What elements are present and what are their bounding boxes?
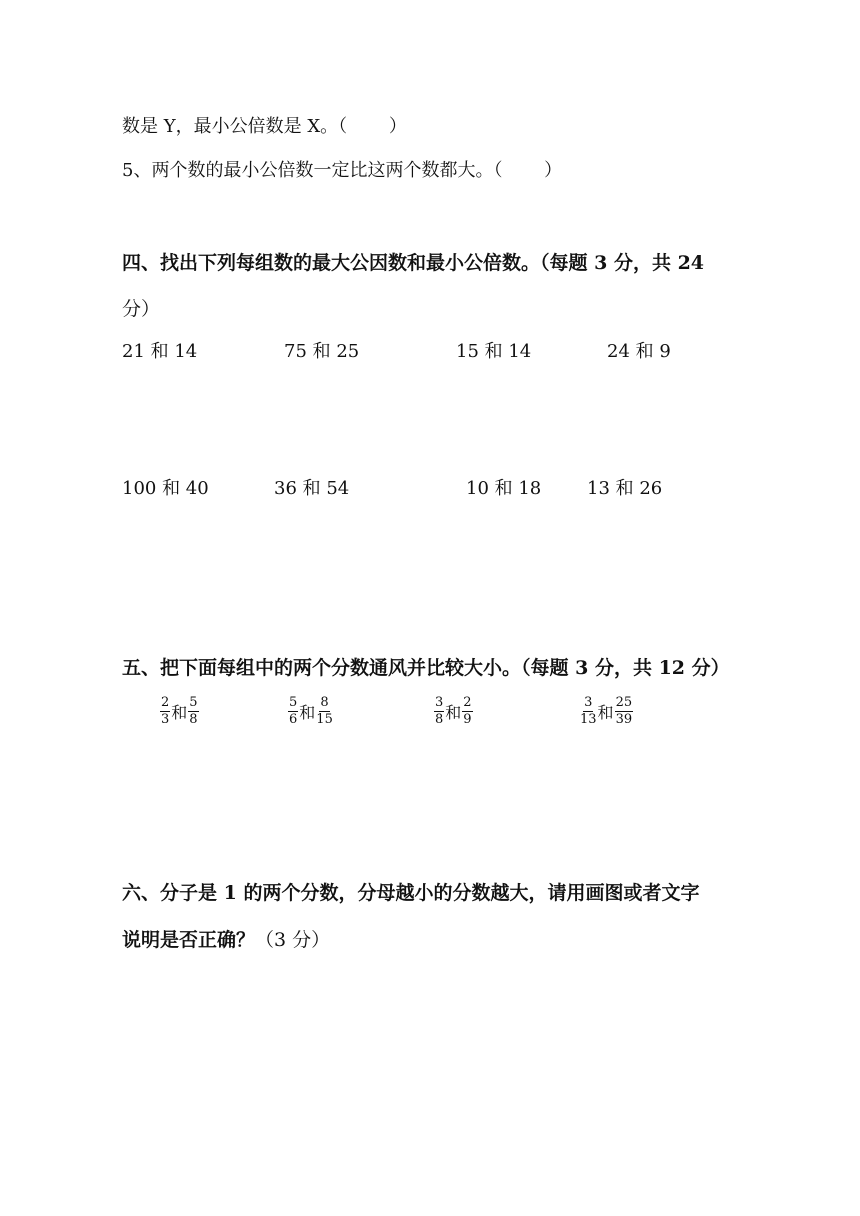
gcd-lcm-pair: 15 和 14 — [456, 341, 532, 362]
gcd-lcm-pair: 75 和 25 — [284, 341, 360, 362]
section-6-heading-line2 — [122, 927, 330, 953]
fraction: $\frac{5}{6}$ — [289, 695, 298, 727]
gcd-lcm-pair: 36 和 54 — [274, 478, 350, 499]
fraction: $\frac{25}{39}$ — [615, 695, 633, 727]
section-5-heading: 五、把下面每组中的两个分数通风并比较大小。（每题 3 分，共 12 分） — [122, 657, 730, 679]
gcd-lcm-pair: 13 和 26 — [587, 478, 663, 499]
fraction-pair — [288, 696, 333, 727]
gcd-lcm-pair: 24 和 9 — [607, 341, 671, 362]
fraction-join: 和 — [299, 703, 316, 722]
section-6-heading-line1: 六、分子是 1 的两个分数，分母越小的分数越大，请用画图或者文字 — [122, 882, 700, 904]
fraction: $\frac{3}{13}$ — [580, 695, 597, 727]
section-6-question: 说明是否正确？ — [122, 929, 256, 951]
fraction: $\frac{3}{8}$ — [435, 695, 444, 727]
gcd-lcm-pair: 10 和 18 — [466, 478, 542, 499]
fraction: $\frac{2}{9}$ — [463, 695, 472, 727]
judgement-item-5: 5、两个数的最小公倍数一定比这两个数都大。（ ） — [122, 160, 563, 181]
judgement-item-4-tail: 数是 Y，最小公倍数是 X。（ ） — [122, 116, 407, 137]
section-4-heading-line2: 分） — [122, 298, 161, 320]
gcd-lcm-pair: 100 和 40 — [122, 478, 209, 499]
section-6-points: （3 分） — [255, 929, 331, 951]
fraction-pair — [434, 696, 473, 727]
fraction-join: 和 — [597, 703, 614, 722]
fraction: $\frac{8}{15}$ — [316, 695, 333, 727]
fraction-join: 和 — [171, 703, 188, 722]
fraction-pair — [580, 696, 633, 727]
section-4-heading-line1: 四、找出下列每组数的最大公因数和最小公倍数。（每题 3 分，共 24 — [122, 252, 705, 274]
gcd-lcm-pair: 21 和 14 — [122, 341, 198, 362]
fraction: $\frac{2}{3}$ — [161, 695, 170, 727]
fraction-join: 和 — [445, 703, 462, 722]
fraction-pair — [160, 696, 199, 727]
fraction: $\frac{5}{8}$ — [189, 695, 198, 727]
